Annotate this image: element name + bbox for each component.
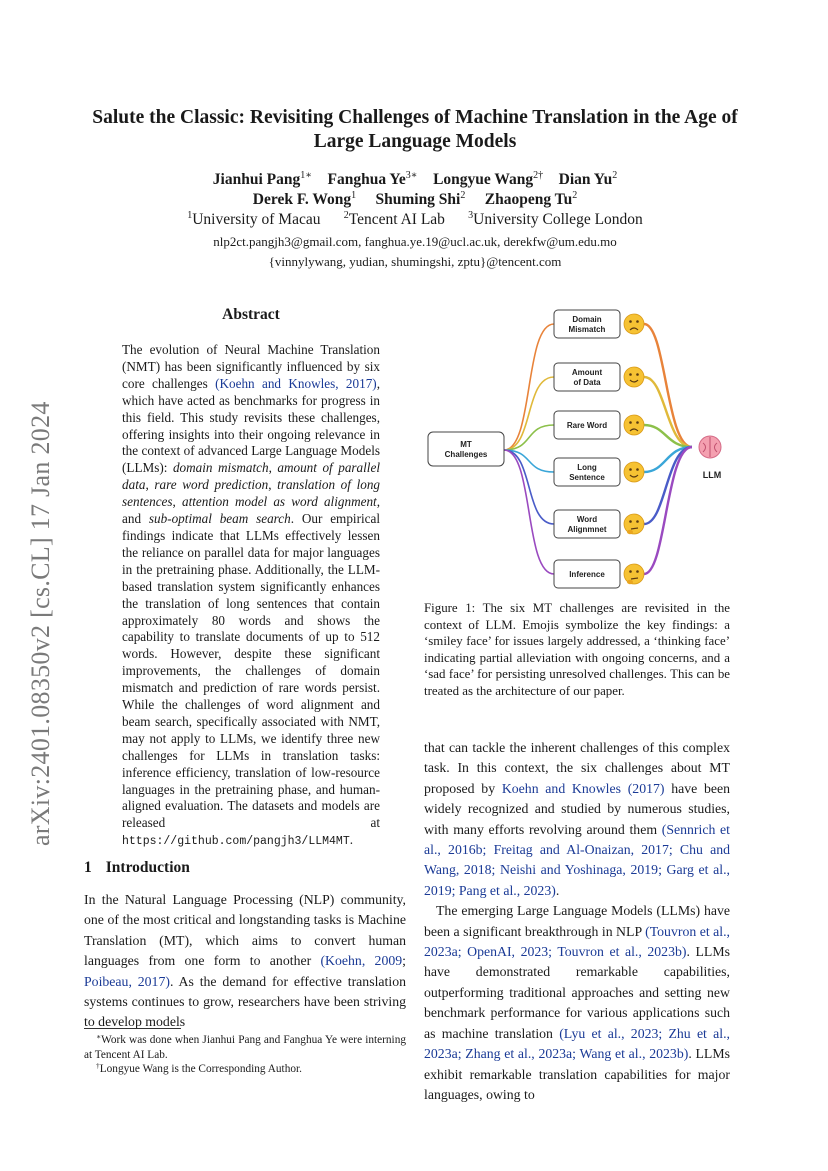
emoji-eye xyxy=(629,520,632,523)
emoji-hand xyxy=(627,530,633,534)
sad-face-icon xyxy=(624,314,644,334)
citation-link[interactable]: (Koehn and Knowles, 2017) xyxy=(215,375,377,391)
author-name: Derek F. Wong xyxy=(252,191,352,208)
emoji-eye xyxy=(629,421,632,424)
author-name: Shuming Shi xyxy=(375,191,461,208)
smile-face-icon xyxy=(624,462,644,482)
repository-link[interactable]: https://github.com/pangjh3/LLM4MT xyxy=(122,835,350,849)
source-label: MT Challenges xyxy=(444,440,488,459)
footnote: ∗Work was done when Jianhui Pang and Fanghua Ye were interning at Tencent AI Lab. xyxy=(84,1032,406,1061)
right-column-text xyxy=(424,738,730,1105)
intro-paragraph: In the Natural Language Processing (NLP) community, one of the most critical and longstanding tasks is Machine Translation (MT), which aims to convert human languages from one form to another (Koehn, 2009; Poibeau, 2017). As the demand for effective translation systems continues to grow, researchers have been striving to develop models xyxy=(84,892,406,1030)
author-mark: 2 xyxy=(460,190,466,201)
thinking-face-icon xyxy=(624,514,644,534)
emoji-eye xyxy=(636,421,639,424)
affiliation-mark: 2 xyxy=(343,210,349,221)
emoji-eye xyxy=(629,468,632,471)
affiliations xyxy=(90,210,740,230)
abstract-heading: Abstract xyxy=(222,306,280,323)
figure-caption: Figure 1: The six MT challenges are revisited in the context of LLM. Emojis symbolize the key findings: a ‘smiley face’ for issues largely addressed, a ‘thinking face’ indicating partial alleviation with ongoing concerns, and a ‘sad face’ for persisting unresolved challenges. This can be treated as the architecture of our paper. xyxy=(424,601,730,698)
section-number: 1 xyxy=(84,859,92,876)
arxiv-identifier: arXiv:2401.08350v2 [cs.CL] 17 Jan 2024 xyxy=(26,401,55,846)
emoji-eye xyxy=(636,570,639,573)
citation-link[interactable]: Koehn and Knowles (2017) xyxy=(501,780,665,796)
paragraph: The emerging Large Language Models (LLMs) have been a significant breakthrough in NLP (Touvron et al., 2023a; OpenAI, 2023; Touvron et al., 2023b). LLMs have demonstrated remarkable capabilities, outperforming traditional approaches and setting new benchmark performance for various applications such as machine translation (Lyu et al., 2023; Zhu et al., 2023a; Zhang et al., 2023a; Wang et al., 2023b). LLMs exhibit remarkable translation capabilities for major languages, owing to xyxy=(424,903,730,1102)
emoji-eye xyxy=(636,468,639,471)
affiliation: University College London xyxy=(473,211,643,228)
smile-face-icon xyxy=(624,367,644,387)
citation-link[interactable]: (Touvron et al., 2023a; OpenAI, 2023; Touvron et al., 2023b) xyxy=(424,923,730,960)
paragraph: that can tackle the inherent challenges of this complex task. In this context, the six challenges about MT proposed by Koehn and Knowles (2017) have been widely recognized and studied by numerous studies, with many efforts revolving around them (Sennrich et al., 2016b; Freitag and Al-Onaizan, 2017; Chu and Wang, 2018; Neishi and Yoshinaga, 2019; Garg et al., 2019; Pang et al., 2023). xyxy=(424,740,730,898)
emoji-eye xyxy=(636,520,639,523)
section-heading xyxy=(84,859,190,877)
footnotes xyxy=(84,1033,406,1077)
email-line: {vinnylywang, yudian, shumingshi, zptu}@tencent.com xyxy=(268,254,562,269)
author-row-2 xyxy=(90,190,740,210)
author-row-1 xyxy=(90,170,740,190)
emoji-eye xyxy=(636,320,639,323)
author-block xyxy=(90,170,740,230)
emoji-eye xyxy=(629,570,632,573)
figure-1 xyxy=(424,302,736,594)
author-name: Zhaopeng Tu xyxy=(484,191,573,208)
connector-line xyxy=(504,450,554,574)
citation-link[interactable]: (Lyu et al., 2023; Zhu et al., 2023a; Zhang et al., 2023a; Wang et al., 2023b) xyxy=(424,1025,730,1062)
challenge-label: Domain Mismatch xyxy=(568,315,606,334)
connector-line xyxy=(504,324,554,450)
challenge-diagram xyxy=(424,302,736,594)
author-mark: 1 xyxy=(351,190,357,201)
target-label: LLM xyxy=(702,470,722,480)
emoji-eye xyxy=(629,320,632,323)
author-name: Fanghua Ye xyxy=(327,171,406,188)
source-node xyxy=(428,432,504,466)
challenge-label: Inference xyxy=(569,570,605,579)
connector-line xyxy=(644,447,692,574)
sad-face-icon xyxy=(624,415,644,435)
affiliation: Tencent AI Lab xyxy=(348,211,445,228)
affiliation-mark: 1 xyxy=(187,210,193,221)
challenge-label: Word Alignmnet xyxy=(567,515,607,534)
email-line: nlp2ct.pangjh3@gmail.com, fanghua.ye.19@ucl.ac.uk, derekfw@um.edu.mo xyxy=(213,234,617,249)
emoji-hand xyxy=(627,580,633,584)
email-block xyxy=(90,232,740,272)
abstract-body: The evolution of Neural Machine Translation (NMT) has been significantly influenced by six core challenges (Koehn and Knowles, 2017), which have acted as benchmarks for progress in this field. This study revisits these challenges, offering insights into their ongoing relevance in the context of advanced Large Language Models (LLMs): domain mismatch, amount of parallel data, rare word prediction, translation of long sentences, attention model as word alignment, and sub-optimal beam search. Our empirical findings indicate that LLMs effectively lessen the reliance on parallel data for major languages in the pretraining phase. Additionally, the LLM-based translation system significantly enhances the translation of long sentences that contain approximately 80 words and shows the capability to translate documents of up to 512 words. However, despite these significant improvements, the challenges of domain mismatch and prediction of rare words persist. While the challenges of word alignment and beam search, specifically associated with NMT, may not apply to LLMs, we identify three new challenges for LLMs in translation tasks: inference efficiency, translation of low-resource languages in the pretraining phase, and human-aligned evaluation. The datasets and models are released at https://github.com/pangjh3/LLM4MT. xyxy=(122,342,381,849)
citation-link[interactable]: Poibeau, 2017 xyxy=(84,973,166,989)
author-mark: 1∗ xyxy=(300,170,313,181)
section-title: Introduction xyxy=(105,859,190,876)
paper-title: Salute the Classic: Revisiting Challenges of Machine Translation in the Age of Large Language Models xyxy=(92,107,738,152)
author-name: Dian Yu xyxy=(558,171,613,188)
footnote: †Longyue Wang is the Corresponding Author. xyxy=(96,1061,302,1075)
author-mark: 2 xyxy=(612,170,618,181)
thinking-face-icon xyxy=(624,564,644,584)
connector-line xyxy=(644,324,692,447)
author-name: Longyue Wang xyxy=(433,171,534,188)
author-mark: 2 xyxy=(572,190,578,201)
footnote-rule xyxy=(84,1028,181,1029)
author-mark: 2† xyxy=(533,170,544,181)
author-name: Jianhui Pang xyxy=(212,171,301,188)
author-mark: 3∗ xyxy=(405,170,418,181)
challenge-label: Rare Word xyxy=(566,421,608,430)
affiliation: University of Macau xyxy=(192,211,321,228)
affiliation-mark: 3 xyxy=(468,210,474,221)
challenge-label: Long Sentence xyxy=(569,463,605,482)
citation-link[interactable]: (Sennrich et al., 2016b; Freitag and Al-Onaizan, 2017; Chu and Wang, 2018; Neishi and Yoshinaga, 2019; Garg et al., 2019; Pang et al., 2023) xyxy=(424,821,730,898)
citation-link[interactable]: (Koehn, 2009 xyxy=(320,953,403,969)
challenge-label: Amount of Data xyxy=(571,368,603,387)
emoji-eye xyxy=(636,373,639,376)
emoji-eye xyxy=(629,373,632,376)
